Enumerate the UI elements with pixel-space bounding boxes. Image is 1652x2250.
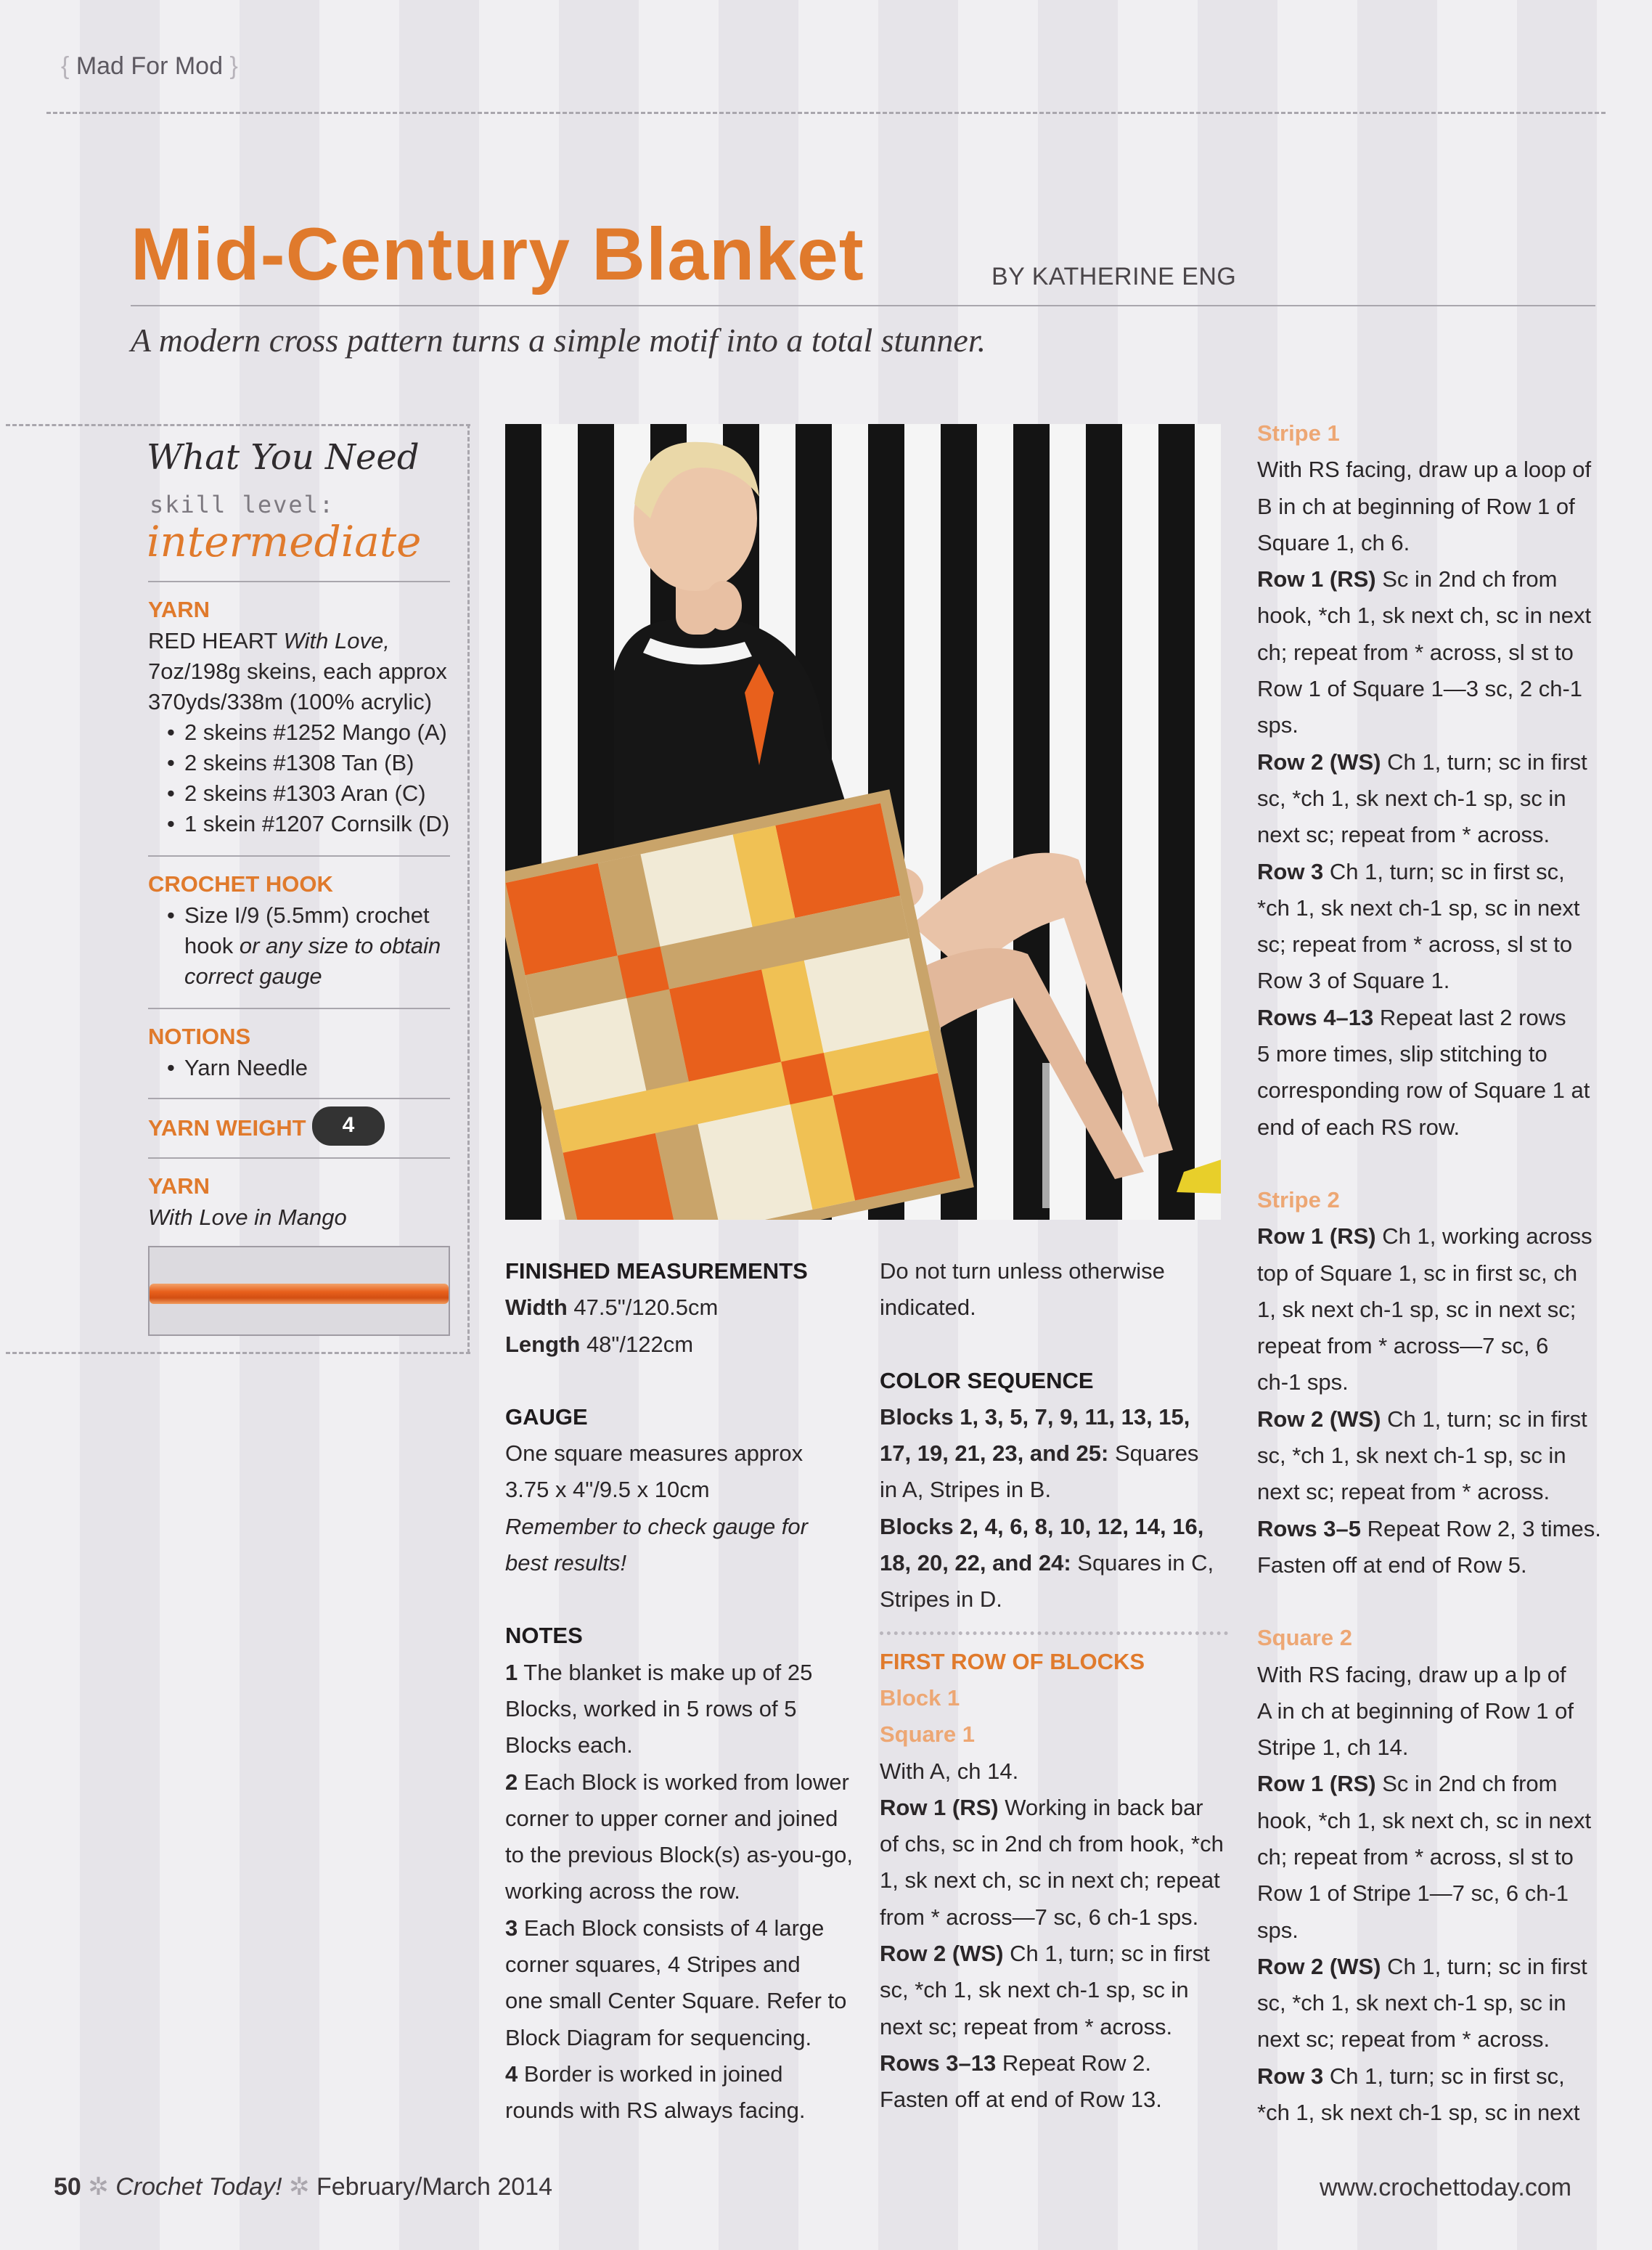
yarn-item: • 1 skein #1207 Cornsilk (D) [167, 811, 450, 836]
yarn-desc-1: 7oz/198g skeins, each approx [148, 659, 447, 684]
header-divider [46, 112, 1606, 114]
skill-level-label: skill level: [150, 491, 335, 518]
column-2: Do not turn unless otherwise indicated. COLOR SEQUENCE Blocks 1, 3, 5, 7, 9, 11, 13, 15, 17, 19, 21, 23, and 25: Squares in A, Stripes in B. Blocks 2, 4, 6, 8, 10, 12, 14, 16, 18, 20, 22, and 24: Squares in C, Stripes in D. FIRST ROW OF BLOCKS Block 1 Square 1 With A, ch 14. Row 1 (RS) Working in back bar of chs, sc in 2nd ch from hook, *ch 1, sk next ch, sc in next ch; repeat from * across—7 sc, 6 ch-1 sps. Row 2 (WS) Ch 1, turn; sc in first sc, *ch 1, sk next ch-1 sp, sc in next sc; repeat from * across. Rows 3–13 Repeat Row 2. Fasten off at end of Row 13. [880, 1253, 1228, 2119]
first-row-of-blocks-heading: FIRST ROW OF BLOCKS [880, 1648, 1145, 1674]
sidebar-bottom-border [6, 1352, 470, 1354]
square-2-heading: Square 2 [1257, 1625, 1352, 1651]
column-3: Stripe 1 With RS facing, draw up a loop of B in ch at beginning of Row 1 of Square 1, ch 6. Row 1 (RS) Sc in 2nd ch from hook, *ch 1, sk next ch, sc in next ch; repeat from * across, sl st to Row 1 of Square 1—3 sc, 2 ch-1 sps. Row 2 (WS) Ch 1, turn; sc in first sc, *ch 1, sk next ch-1 sp, sc in next sc; repeat from * across. Row 3 Ch 1, turn; sc in first sc, *ch 1, sk next ch-1 sp, sc in next sc; repeat from * across, sl st to Row 3 of Square 1. Rows 4–13 Repeat last 2 rows 5 more times, slip stitching to corresponding row of Square 1 at end of each RS row. Stripe 2 Row 1 (RS) Ch 1, working across top of Square 1, sc in first sc, ch 1, sk next ch-1 sp, sc in next sc; repeat from * across—7 sc, 6 ch-1 sps. Row 2 (WS) Ch 1, turn; sc in first sc, *ch 1, sk next ch-1 sp, sc in next sc; repeat from * across. Rows 3–5 Repeat Row 2, 3 times. Fasten off at end of Row 5. Square 2 With RS facing, draw up a lp of A in ch at beginning of Row 1 of Stripe 1, ch 14. Row 1 (RS) Sc in 2nd ch from hook, *ch 1, sk next ch, sc in next ch; repeat from * across, sl st to Row 1 of Stripe 1—7 sc, 6 ch-1 sps. Row 2 (WS) Ch 1, turn; sc in first sc, *ch 1, sk next ch-1 sp, sc in next sc; repeat from * across. Row 3 Ch 1, turn; sc in first sc, *ch 1, sk next ch-1 sp, sc in next [1257, 415, 1613, 2131]
skill-level-value: intermediate [147, 517, 422, 566]
sidebar-divider [148, 1008, 450, 1009]
notions-list [167, 1053, 308, 1083]
note-line: Blocks, worked in 5 rows of 5 [505, 1695, 797, 1721]
yarn-item: • 2 skeins #1252 Mango (A) [167, 720, 447, 745]
column-1: FINISHED MEASUREMENTS Width 47.5"/120.5cm Length 48"/122cm GAUGE One square measures approx 3.75 x 4"/9.5 x 10cm Remember to check gauge for best results! NOTES 1 The blanket is make up of 25 Blocks, worked in 5 rows of 5 Blocks each. 2 Each Block is worked from lower corner to upper corner and joined to the previous Block(s) as-you-go, working across the row. 3 Each Block consists of 4 large corner squares, 4 Stripes and one small Center Square. Refer to Block Diagram for sequencing. 4 Border is worked in joined rounds with RS always facing. [505, 1253, 868, 2129]
model-with-blanket-illustration [505, 424, 1221, 1220]
sidebar-divider [148, 1157, 450, 1159]
crochet-hook-heading: CROCHET HOOK [148, 871, 333, 897]
sidebar-top-border [6, 424, 470, 426]
note-line: rounds with RS always facing. [505, 2098, 806, 2124]
note-line: 4 Border is worked in joined [505, 2061, 783, 2087]
width-line: Width 47.5"/120.5cm [505, 1295, 719, 1321]
magazine-name: Crochet Today! [115, 2173, 282, 2201]
note-line: working across the row. [505, 1878, 740, 1904]
yarn-name: With Love, [283, 628, 390, 653]
yarn-weight-badge: 4 [312, 1106, 385, 1146]
finished-measurements-heading: FINISHED MEASUREMENTS [505, 1258, 808, 1284]
hook-size: Size I/9 (5.5mm) crochet [184, 902, 430, 928]
length-line: Length 48"/122cm [505, 1331, 694, 1357]
issue-date: February/March 2014 [316, 2173, 552, 2201]
note-line: to the previous Block(s) as-you-go, [505, 1842, 853, 1868]
blanket-photo [505, 424, 1221, 1220]
yarn-item: • 2 skeins #1303 Aran (C) [167, 780, 426, 806]
swatch-heading: YARN [148, 1173, 210, 1199]
yarn-heading: YARN [148, 597, 210, 622]
color-sequence-heading: COLOR SEQUENCE [880, 1367, 1094, 1393]
byline: BY KATHERINE ENG [991, 263, 1237, 290]
yarn-desc-2: 370yds/338m (100% acrylic) [148, 689, 433, 714]
sidebar-divider [148, 855, 450, 857]
yarn-brand: RED HEART [148, 628, 278, 653]
what-you-need-heading: What You Need [147, 437, 420, 478]
note-line: 1 The blanket is make up of 25 [505, 1659, 813, 1685]
article-title: Mid-Century Blanket [131, 213, 864, 295]
gauge-heading: GAUGE [505, 1403, 588, 1430]
yarn-swatch-image [148, 1246, 450, 1336]
note-line: corner to upper corner and joined [505, 1805, 838, 1831]
notes-heading: NOTES [505, 1623, 583, 1649]
yarn-details [148, 626, 453, 839]
yarn-weight-heading: YARN WEIGHT [148, 1115, 306, 1141]
section-tag: { Mad For Mod } [61, 52, 238, 80]
square-1-heading: Square 1 [880, 1721, 975, 1748]
title-rule [131, 305, 1595, 306]
dotted-divider [880, 1631, 1228, 1635]
page-number: 50 [54, 2173, 81, 2201]
block-1-heading: Block 1 [880, 1684, 960, 1711]
notions-heading: NOTIONS [148, 1024, 251, 1049]
swatch-caption: With Love in Mango [148, 1205, 347, 1230]
sidebar-divider [148, 581, 450, 582]
note-line: Blocks each. [505, 1732, 633, 1758]
note-line: corner squares, 4 Stripes and [505, 1952, 801, 1978]
sidebar-right-border [467, 424, 470, 1353]
note-line: one small Center Square. Refer to [505, 1988, 847, 2014]
yarn-item: • 2 skeins #1308 Tan (B) [167, 750, 414, 775]
footer-url[interactable]: www.crochettoday.com [1320, 2174, 1572, 2201]
footer-folio: 50 ✲ Crochet Today! ✲ February/March 2014 [54, 2173, 552, 2201]
notions-item: • Yarn Needle [167, 1055, 308, 1080]
crochet-hook-details: • Size I/9 (5.5mm) crochet hook or any size to obtain correct gauge [167, 902, 441, 989]
subtitle: A modern cross pattern turns a simple motif into a total stunner. [131, 322, 986, 359]
sidebar-divider [148, 1098, 450, 1099]
note-line: Block Diagram for sequencing. [505, 2024, 812, 2050]
stripe-2-heading: Stripe 2 [1257, 1186, 1340, 1212]
note-line: 3 Each Block consists of 4 large [505, 1915, 825, 1941]
stripe-1-heading: Stripe 1 [1257, 420, 1340, 446]
note-line: 2 Each Block is worked from lower [505, 1769, 849, 1795]
